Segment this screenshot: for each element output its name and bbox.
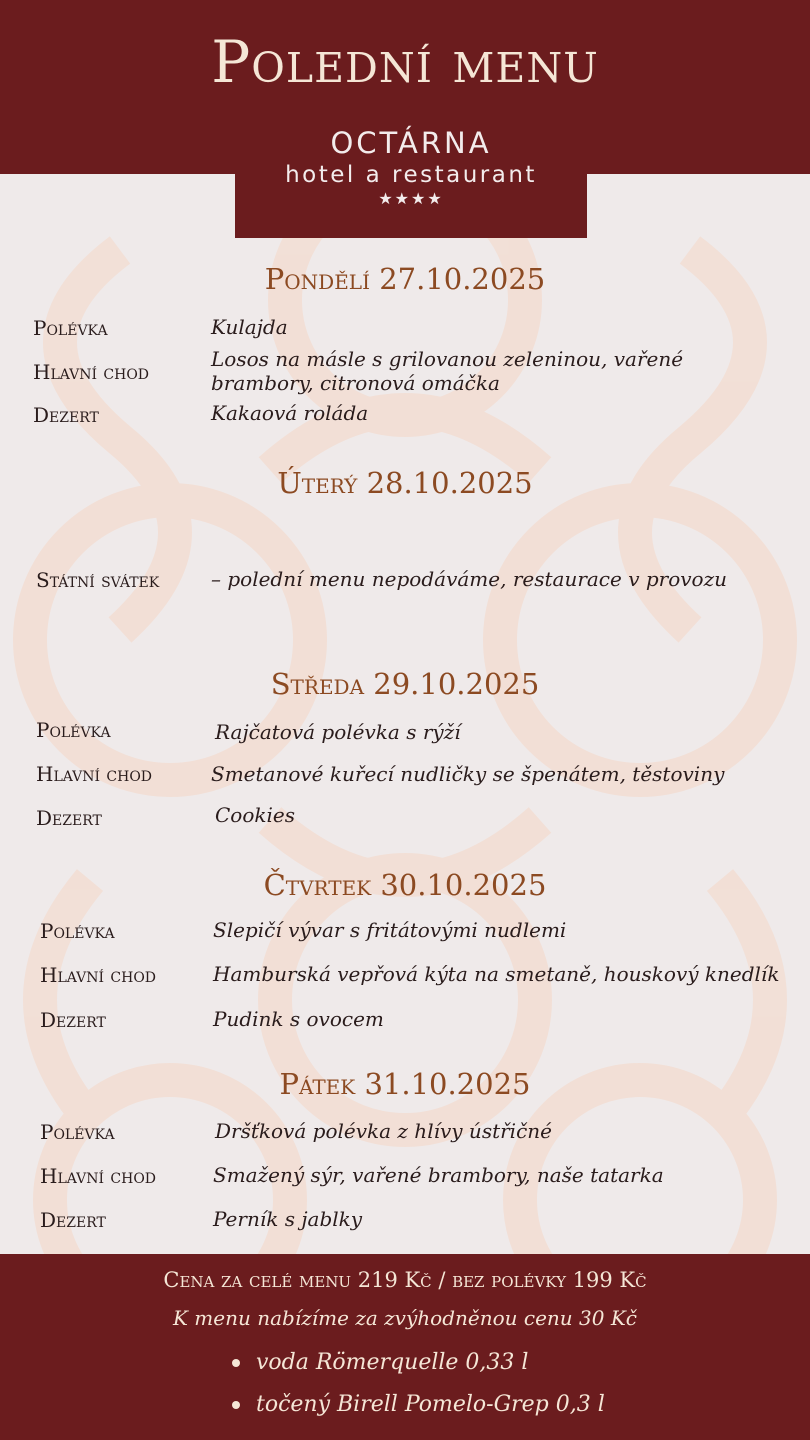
day-title-monday: Pondělí 27.10.2025 [264, 262, 546, 296]
label-soup: Polévka [40, 919, 115, 943]
drink-label: voda Römerquelle 0,33 l [256, 1350, 529, 1375]
dish-main: Smetanové kuřecí nudličky se špenátem, těstoviny [211, 762, 725, 786]
label-main: Hlavní chod [40, 1164, 157, 1188]
day-title-thursday: Čtvrtek 30.10.2025 [263, 868, 547, 902]
label-main: Hlavní chod [40, 963, 157, 987]
label-dessert: Dezert [40, 1008, 106, 1032]
star-rating: ★★★★ [378, 189, 444, 208]
holiday-text: – polední menu nepodáváme, restaurace v provozu [211, 567, 728, 591]
label-soup: Polévka [36, 718, 111, 742]
dish-main: Losos na másle s grilovanou zeleninou, vařené brambory, citronová omáčka [211, 347, 684, 395]
dish-soup: Dršťková polévka z hlívy ústřičné [215, 1119, 552, 1143]
label-dessert: Dezert [33, 403, 99, 427]
restaurant-name: OCTÁRNA [330, 126, 492, 160]
dish-dessert: Kakaová roláda [211, 401, 369, 425]
dish-soup: Rajčatová polévka s rýží [215, 720, 461, 744]
drink-offer: K menu nabízíme za zvýhodněnou cenu 30 Kč [173, 1306, 637, 1330]
label-main: Hlavní chod [33, 360, 150, 384]
dish-soup: Kulajda [211, 315, 288, 339]
dish-soup: Slepičí vývar s fritátovými nudlemi [213, 918, 567, 942]
holiday-label: Státní svátek [36, 568, 160, 592]
label-main: Hlavní chod [36, 762, 153, 786]
label-dessert: Dezert [40, 1208, 106, 1232]
footer-banner [0, 1254, 810, 1440]
day-title-wednesday: Středa 29.10.2025 [270, 667, 540, 701]
dish-dessert: Perník s jablky [213, 1207, 363, 1231]
label-dessert: Dezert [36, 806, 102, 830]
day-title-tuesday: Úterý 28.10.2025 [277, 466, 533, 500]
dish-dessert: Cookies [215, 803, 295, 827]
restaurant-subtitle: hotel a restaurant [285, 162, 537, 188]
dish-dessert: Pudink s ovocem [213, 1007, 384, 1031]
dish-main: Smažený sýr, vařené brambory, naše tatarka [213, 1163, 664, 1187]
label-soup: Polévka [33, 316, 108, 340]
bullet-icon [232, 1401, 240, 1409]
menu-price: Cena za celé menu 219 Kč / bez polévky 199 Kč [163, 1268, 647, 1292]
drink-item [232, 1350, 528, 1375]
drink-item [232, 1392, 605, 1417]
dish-main: Hamburská vepřová kýta na smetaně, houskový knedlík [213, 962, 780, 986]
label-soup: Polévka [40, 1120, 115, 1144]
page-title: Polední menu [211, 28, 599, 96]
bullet-icon [232, 1359, 240, 1367]
day-title-friday: Pátek 31.10.2025 [279, 1067, 531, 1101]
drink-label: točený Birell Pomelo-Grep 0,3 l [256, 1392, 605, 1417]
